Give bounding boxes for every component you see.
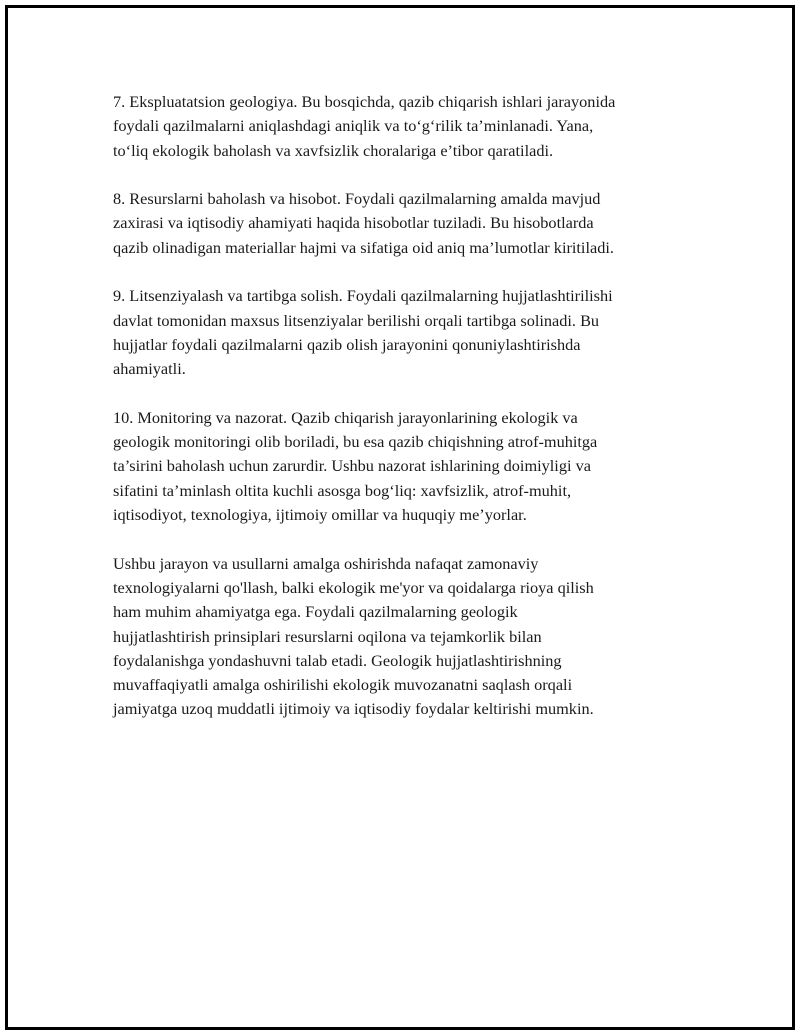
paragraph-monitoring: 10. Monitoring va nazorat. Qazib chiqarish jarayonlarining ekologik va geologik monitoringi olib boriladi, bu esa qazib chiqishning atrof-muhitga ta’sirini baholash uchun zarurdir. Ushbu nazorat ishlarining doimiyligi va sifatini ta’minlash oltita kuchli asosga bog‘liq: xavfsizlik, atrof-muhit, iqtisodiyot, texnologiya, ijtimoiy omillar va huquqiy me’yorlar. (113, 407, 598, 525)
paragraph-exploitation-geology: 7. Ekspluatatsion geologiya. Bu bosqichda, qazib chiqarish ishlari jarayonida foydali qazilmalarni aniqlashdagi aniqlik va to‘g‘rilik ta’minlanadi. Yana, to‘liq ekologik baholash va xavfsizlik choralariga e’tibor qaratiladi. (113, 92, 616, 160)
paragraph-licensing: 9. Litsenziyalash va tartibga solish. Foydali qazilmalarning hujjatlashtirilishi davlat tomonidan maxsus litsenziyalar berilishi orqali tartibga solinadi. Bu hujjatlar foydali qazilmalarni qazib olish jarayonini qonuniylashtirishda ahamiyatli. (113, 286, 613, 379)
paragraph-conclusion: Ushbu jarayon va usullarni amalga oshirishda nafaqat zamonaviy texnologiyalarni qo'llash, balki ekologik me'yor va qoidalarga rioya qilish ham muhim ahamiyatga ega. Foydali qazilmalarning geologik hujjatlashtirish prinsiplari resurslarni oqilona va tejamkorlik bilan foydalanishga yondashuvni talab etadi. Geologik hujjatlashtirishning muvaffaqiyatli amalga oshirilishi ekologik muvozanatni saqlash orqali jamiyatga uzoq muddatli ijtimoiy va iqtisodiy foydalar keltirishi mumkin. (113, 553, 594, 719)
document-body (113, 90, 698, 746)
paragraph-resource-assessment: 8. Resurslarni baholash va hisobot. Foydali qazilmalarning amalda mavjud zaxirasi va iqtisodiy ahamiyati haqida hisobotlar tuziladi. Bu hisobotlarda qazib olinadigan materiallar hajmi va sifatiga oid aniq ma’lumotlar kiritiladi. (113, 189, 614, 257)
